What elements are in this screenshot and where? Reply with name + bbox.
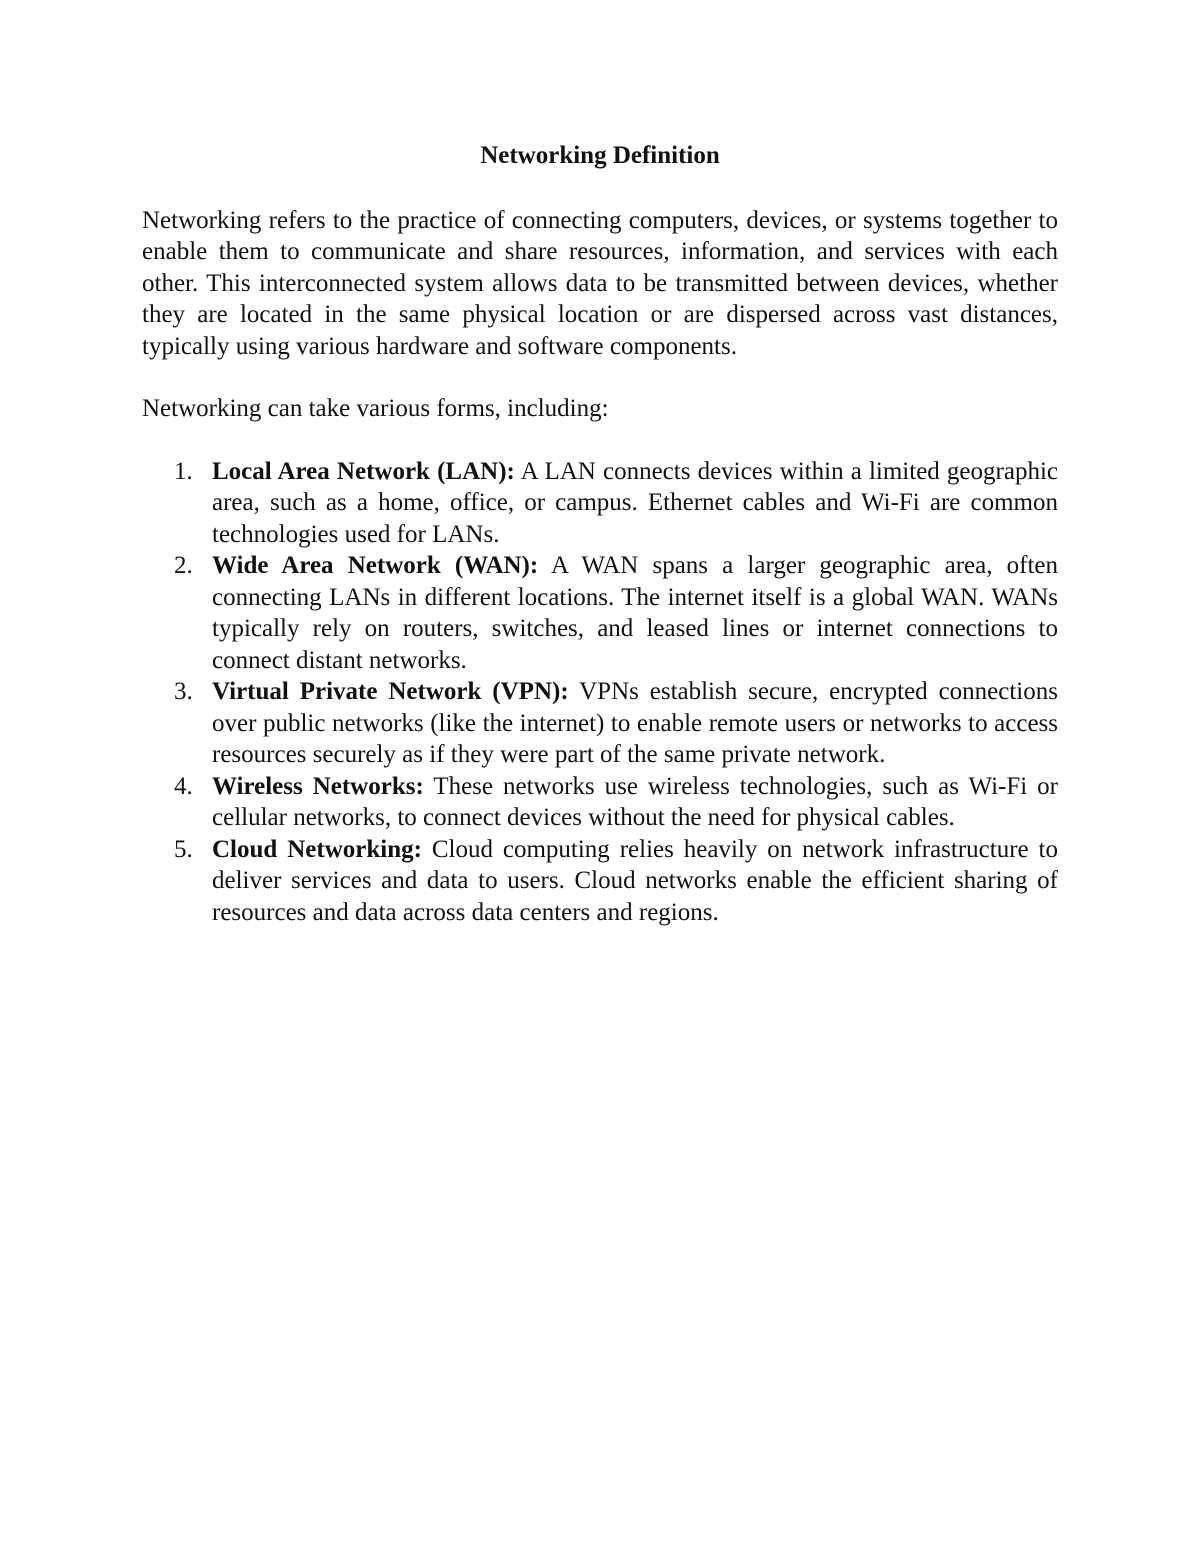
list-item-term: Wide Area Network (WAN): [212,552,539,579]
list-item [142,676,1058,771]
list-item-term: Virtual Private Network (VPN): [212,678,569,705]
list-item [142,550,1058,676]
list-item-number: 4. [174,772,193,800]
list-item-text: Cloud computing relies heavily on network infrastructure to deliver services and data to users. Cloud networks enable the efficient sharing of resources and data across data centers and regions. [212,835,1058,926]
list-item-text: A WAN spans a larger geographic area, often connecting LANs in different locations. The internet itself is a global WAN. WANs typically rely on routers, switches, and leased lines or internet connections to connect distant networks. [212,552,1058,674]
forms-intro: Networking can take various forms, including: [142,395,609,422]
list-item-text: VPNs establish secure, encrypted connections over public networks (like the internet) to enable remote users or networks to access resources securely as if they were part of the same private network. [212,678,1058,768]
list-item-term: Cloud Networking: [212,835,422,863]
list-item-text: These networks use wireless technologies, such as Wi-Fi or cellular networks, to connect devices without the need for physical cables. [212,772,1058,831]
list-item-term: Wireless Networks: [212,772,424,800]
document-title: Networking Definition [480,142,720,169]
list-item [142,834,1058,929]
list-item-number: 1. [174,457,193,485]
list-item-number: 2. [174,552,193,579]
definition-paragraph: Networking refers to the practice of connecting computers, devices, or systems together to enable them to communicate and share resources, information, and services with each other. This interconnected system allows data to be transmitted between devices, whether they are located in the same physical location or are dispersed across vast distances, typically using various hardware and software components. [142,206,1058,360]
list-item-text: A LAN connects devices within a limited geographic area, such as a home, office, or campus. Ethernet cables and Wi-Fi are common technologies used for LANs. [212,457,1058,548]
list-item [142,771,1058,834]
list-item [142,456,1058,551]
list-item-term: Local Area Network (LAN): [212,457,515,485]
list-item-number: 5. [174,835,193,863]
document-body [142,140,1058,928]
networking-forms-list [142,456,1058,929]
list-item-number: 3. [174,678,193,705]
